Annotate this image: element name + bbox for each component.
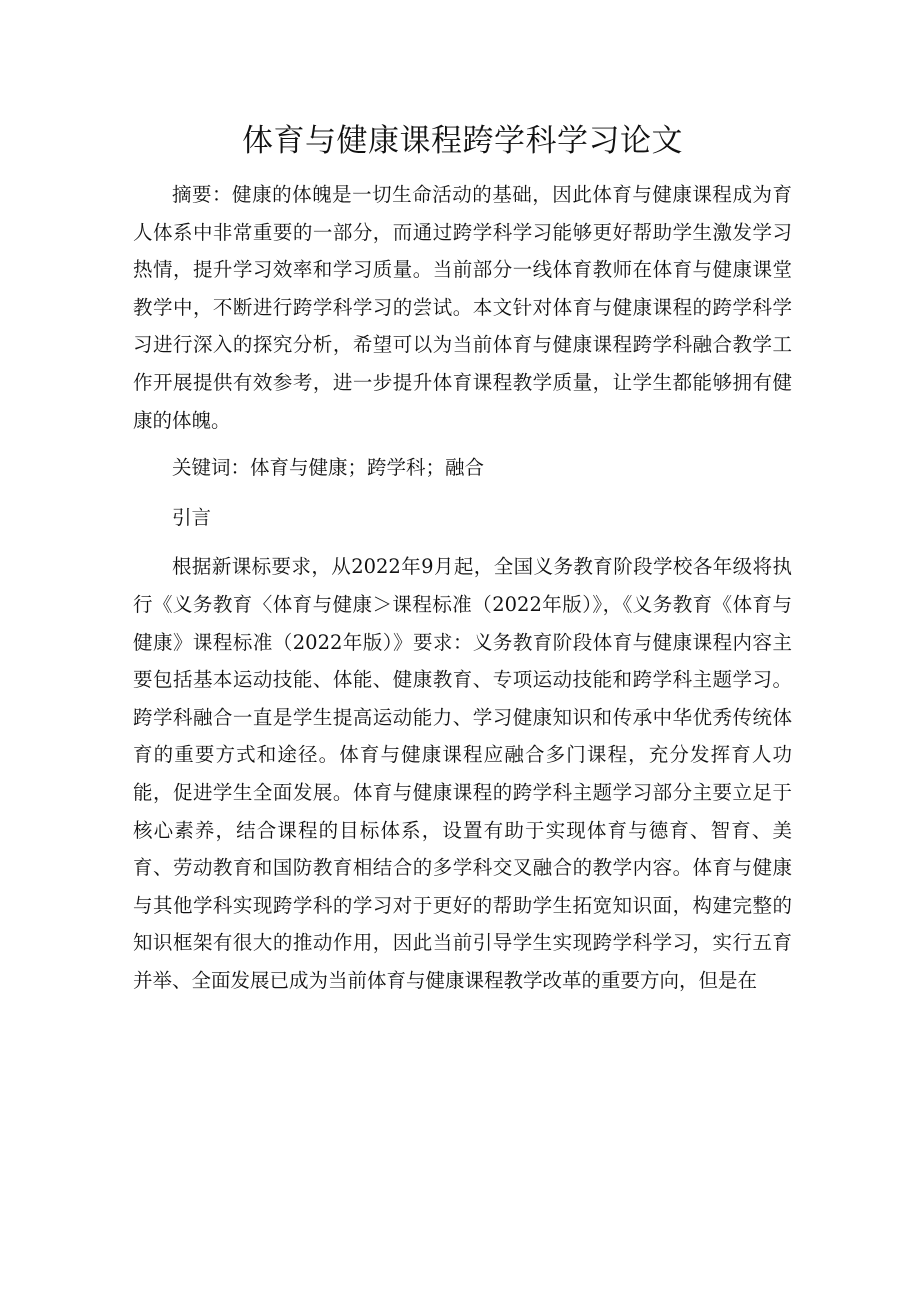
intro-heading: 引言 [172,505,212,529]
intro-paragraph: 根据新课标要求，从2022年9月起，全国义务教育阶段学校各年级将执行《义务教育〈体育与健康＞课程标准（2022年版）》，《义务教育《体育与健康》课程标准（2022年版）》要求：义务教育阶段体育与健康课程内容主要包括基本运动技能、体能、健康教育、专项运动技能和跨学科主题学习。跨学科融合一直是学生提高运动能力、学习健康知识和传承中华优秀传统体育的重要方式和途径。体育与健康课程应融合多门课程，充分发挥育人功能，促进学生全面发展。体育与健康课程的跨学科主题学习部分主要立足于核心素养，结合课程的目标体系，设置有助于实现体育与德育、智育、美育、劳动教育和国防教育相结合的多学科交叉融合的教学内容。体育与健康与其他学科实现跨学科的学习对于更好的帮助学生拓宽知识面，构建完整的知识框架有很大的推动作用，因此当前引导学生实现跨学科学习，实行五育并举、全面发展已成为当前体育与健康课程教学改革的重要方向，但是在 [133,555,792,992]
keywords-line: 关键词：体育与健康；跨学科；融合 [172,456,485,480]
abstract-paragraph: 摘要：健康的体魄是一切生命活动的基础，因此体育与健康课程成为育人体系中非常重要的一部分，而通过跨学科学习能够更好帮助学生激发学习热情，提升学习效率和学习质量。当前部分一线体育教师在体育与健康课堂教学中，不断进行跨学科学习的尝试。本文针对体育与健康课程的跨学科学习进行深入的探究分析，希望可以为当前体育与健康课程跨学科融合教学工作开展提供有效参考，进一步提升体育课程教学质量，让学生都能够拥有健康的体魄。 [133,183,792,432]
document-title: 体育与健康课程跨学科学习论文 [242,123,683,159]
